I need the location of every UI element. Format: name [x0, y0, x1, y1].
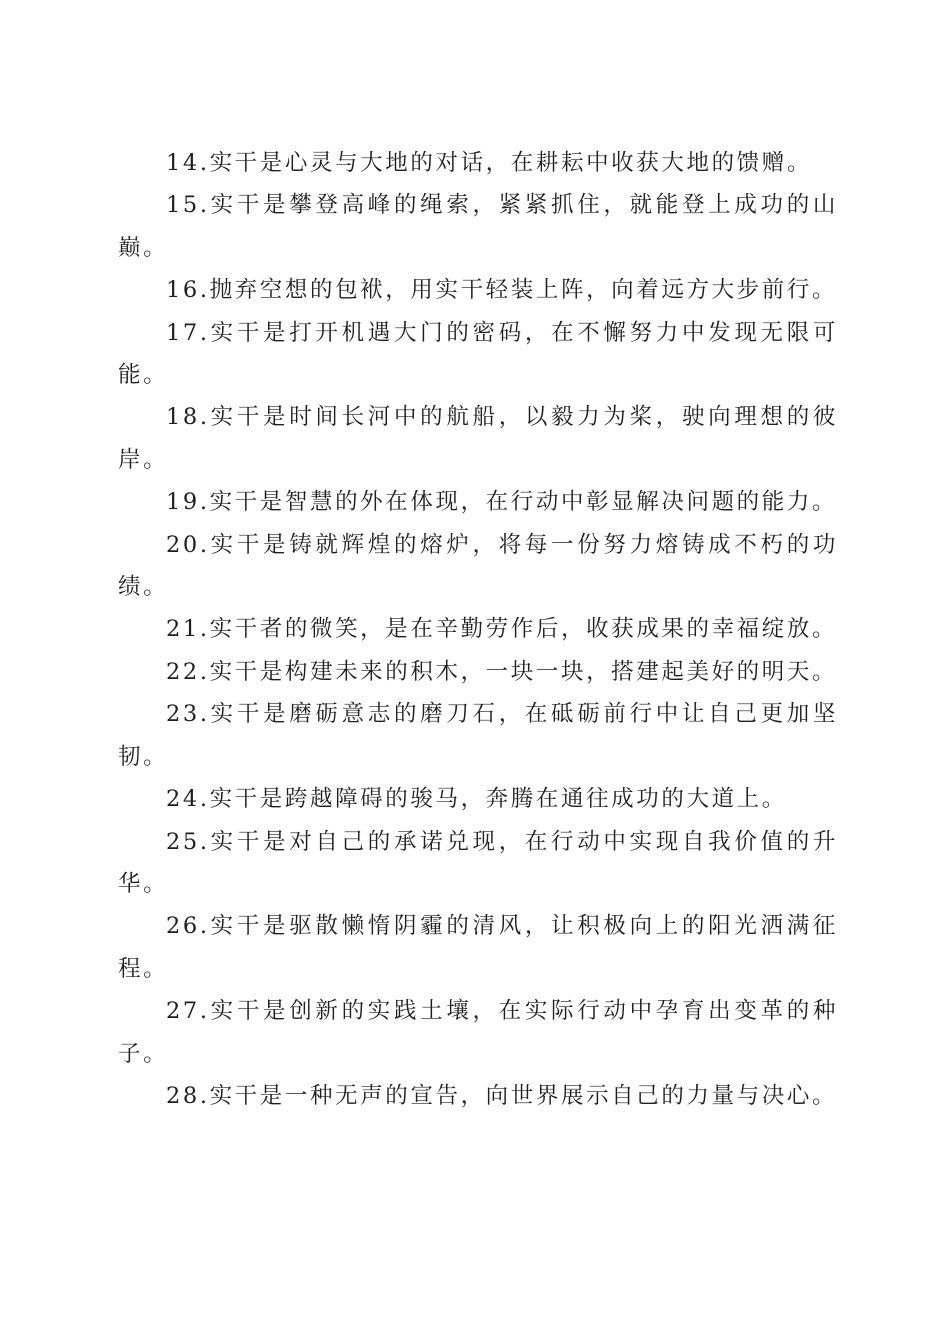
paragraph-27: 27.实干是创新的实践土壤，在实际行动中孕育出变革的种子。: [118, 998, 838, 1067]
paragraph-14: 14.实干是心灵与大地的对话，在耕耘中收获大地的馈赠。: [166, 150, 812, 176]
paragraph-21: 21.实干者的微笑，是在辛勤劳作后，收获成果的幸福绽放。: [166, 616, 838, 643]
paragraph-23: 23.实干是磨砺意志的磨刀石，在砥砺前行中让自己更加坚韧。: [118, 701, 838, 770]
paragraph-15: 15.实干是攀登高峰的绳索，紧紧抓住，就能登上成功的山巅。: [118, 192, 838, 261]
paragraph-24: 24.实干是跨越障碍的骏马，奔腾在通往成功的大道上。: [166, 786, 787, 813]
paragraph-22: 22.实干是构建未来的积木，一块一块，搭建起美好的明天。: [166, 658, 838, 685]
paragraph-16: 16.抛弃空想的包袱，用实干轻装上阵，向着远方大步前行。: [166, 277, 838, 304]
paragraph-20: 20.实干是铸就辉煌的熔炉，将每一份努力熔铸成不朽的功绩。: [118, 531, 838, 601]
paragraph-25: 25.实干是对自己的承诺兑现，在行动中实现自我价值的升华。: [118, 828, 838, 897]
paragraph-18: 18.实干是时间长河中的航船，以毅力为桨，驶向理想的彼岸。: [118, 404, 838, 473]
paragraph-17: 17.实干是打开机遇大门的密码，在不懈努力中发现无限可能。: [118, 319, 838, 389]
paragraph-19: 19.实干是智慧的外在体现，在行动中彰显解决问题的能力。: [166, 489, 838, 516]
document-body: [118, 142, 838, 1117]
paragraph-26: 26.实干是驱散懒惰阴霾的清风，让积极向上的阳光洒满征程。: [118, 913, 838, 982]
paragraph-28: 28.实干是一种无声的宣告，向世界展示自己的力量与决心。: [166, 1082, 838, 1109]
